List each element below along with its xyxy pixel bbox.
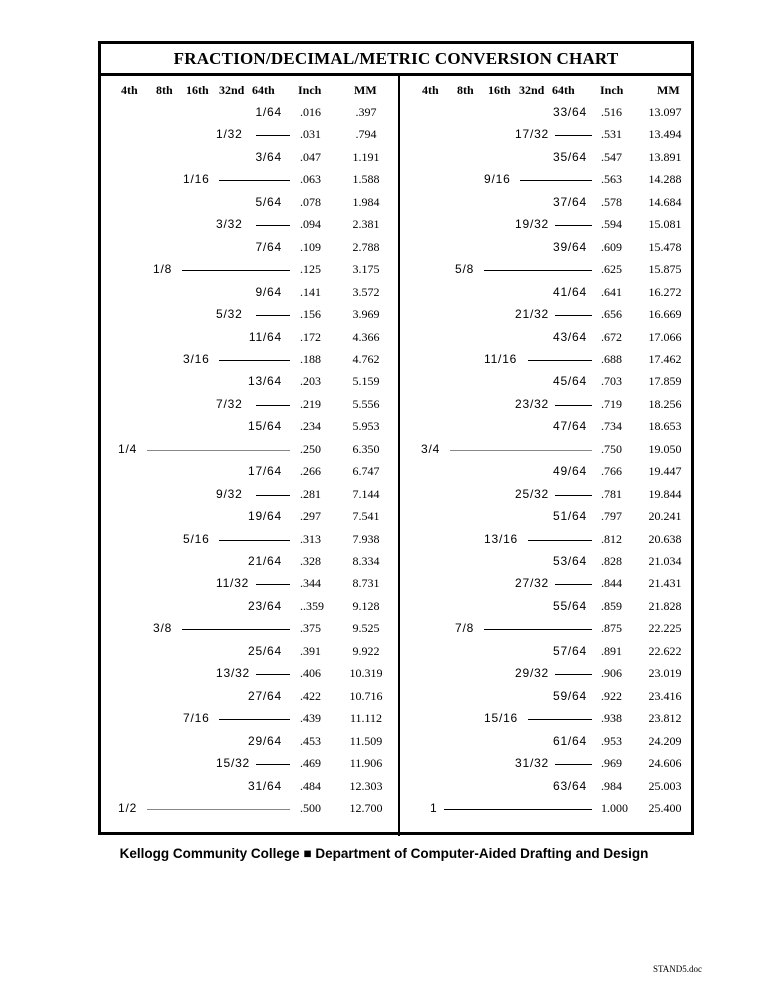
mm-value: .794: [355, 127, 377, 142]
mm-value: 13.097: [648, 105, 682, 119]
inch-value: .625: [601, 262, 622, 277]
inch-value: .406: [300, 666, 321, 681]
mm-value: 7.541: [352, 509, 380, 524]
leader-line: [528, 540, 592, 541]
mm-value: 25.003: [648, 778, 682, 793]
fraction-label: 33/64: [552, 105, 587, 119]
mm-value: 17.859: [648, 374, 682, 389]
fraction-label: 31/32: [515, 756, 550, 771]
inch-value: .125: [300, 262, 321, 277]
fraction-label: 61/64: [552, 733, 587, 748]
inch-value: .750: [601, 441, 622, 456]
leader-line: [256, 135, 290, 136]
fraction-label: 3/64: [255, 149, 282, 164]
leader-line: [147, 809, 290, 810]
inch-value: .063: [300, 172, 321, 187]
mm-value: 11.906: [349, 756, 383, 771]
mm-value: 13.891: [648, 149, 682, 164]
inch-value: .266: [300, 464, 321, 479]
inch-value: .109: [300, 239, 321, 254]
mm-value: 4.762: [352, 351, 380, 366]
mm-value: 23.812: [648, 711, 682, 726]
inch-value: .453: [300, 733, 321, 748]
mm-value: .397: [355, 105, 377, 119]
inch-value: .141: [300, 284, 321, 299]
mm-value: 19.844: [648, 486, 682, 501]
leader-line: [256, 674, 290, 675]
fraction-label: 5/16: [183, 531, 210, 546]
inch-value: 1.000: [601, 800, 628, 815]
leader-line: [555, 584, 592, 585]
inch-value: .078: [300, 194, 321, 209]
mm-value: 18.653: [648, 419, 682, 434]
fraction-label: 5/8: [455, 262, 475, 277]
column-header-left: Inch: [298, 83, 322, 97]
fraction-label: 51/64: [552, 509, 587, 524]
mm-value: 20.638: [648, 531, 682, 546]
mm-value: 5.953: [352, 419, 380, 434]
mm-value: 8.334: [352, 554, 380, 568]
inch-value: .391: [300, 643, 321, 658]
fraction-label: 41/64: [552, 284, 587, 299]
mm-value: 11.509: [349, 733, 383, 748]
fraction-label: 17/64: [247, 464, 282, 479]
leader-line: [256, 764, 290, 765]
fraction-label: 3/32: [216, 217, 243, 232]
mm-value: 5.556: [352, 396, 380, 411]
leader-line: [182, 270, 290, 271]
inch-value: .328: [300, 554, 321, 568]
leader-line: [256, 315, 290, 316]
inch-value: .719: [601, 396, 622, 411]
leader-line: [520, 180, 592, 181]
fraction-label: 19/32: [515, 217, 550, 232]
inch-value: .188: [300, 351, 321, 366]
fraction-label: 47/64: [552, 419, 587, 434]
inch-value: .469: [300, 756, 321, 771]
fraction-label: 11/16: [484, 351, 518, 366]
leader-line: [256, 225, 290, 226]
fraction-label: 15/64: [247, 419, 282, 434]
inch-value: .734: [601, 419, 622, 434]
mm-value: 11.112: [349, 711, 383, 726]
fraction-label: 29/32: [515, 666, 550, 681]
inch-value: .047: [300, 149, 321, 164]
mm-value: 5.159: [352, 374, 380, 389]
fraction-label: 23/32: [515, 396, 550, 411]
inch-value: .563: [601, 172, 622, 187]
inch-value: .859: [601, 598, 622, 613]
column-header-left: 16th: [186, 83, 209, 97]
leader-line: [528, 719, 592, 720]
fraction-label: 57/64: [552, 643, 587, 658]
fraction-label: 9/32: [216, 486, 243, 501]
column-header-right: 4th: [422, 83, 439, 97]
inch-value: .891: [601, 643, 622, 658]
mm-value: 1.588: [352, 172, 380, 187]
mm-value: 23.019: [648, 666, 682, 681]
column-header-right: MM: [657, 83, 680, 97]
inch-value: .828: [601, 554, 622, 568]
mm-value: 24.209: [648, 733, 682, 748]
mm-value: 10.716: [349, 688, 383, 703]
mm-value: 19.447: [648, 464, 682, 479]
fraction-label: 13/16: [484, 531, 519, 546]
mm-value: 16.272: [648, 284, 682, 299]
mm-value: 17.462: [648, 351, 682, 366]
inch-value: .516: [601, 105, 622, 119]
fraction-label: 35/64: [552, 149, 587, 164]
fraction-label: 7/8: [455, 621, 475, 636]
mm-value: 17.066: [648, 329, 682, 344]
fraction-label: 1/2: [118, 800, 138, 815]
inch-value: .313: [300, 531, 321, 546]
fraction-label: 1/16: [183, 172, 210, 187]
leader-line: [555, 674, 592, 675]
fraction-label: 49/64: [552, 464, 587, 479]
fraction-label: 7/16: [183, 711, 210, 726]
inch-value: .781: [601, 486, 622, 501]
inch-value: .906: [601, 666, 622, 681]
fraction-label: 9/16: [484, 172, 511, 187]
column-header-left: MM: [354, 83, 377, 97]
fraction-label: 1/4: [118, 441, 138, 456]
mm-value: 6.747: [352, 464, 380, 479]
leader-line: [256, 405, 290, 406]
leader-line: [219, 360, 290, 361]
leader-line: [555, 764, 592, 765]
inch-value: .844: [601, 576, 622, 591]
mm-value: 15.478: [648, 239, 682, 254]
fraction-label: 13/32: [216, 666, 251, 681]
leader-line: [555, 495, 592, 496]
inch-value: .172: [300, 329, 321, 344]
inch-value: .984: [601, 778, 622, 793]
fraction-label: 3/8: [153, 621, 173, 636]
mm-value: 9.128: [352, 598, 380, 613]
document-filename: STAND5.doc: [652, 964, 702, 974]
fraction-label: 21/32: [515, 307, 550, 322]
fraction-label: 37/64: [552, 194, 587, 209]
leader-line: [182, 629, 290, 630]
mm-value: 7.938: [352, 531, 380, 546]
inch-value: .688: [601, 351, 622, 366]
leader-line: [528, 360, 592, 361]
leader-line: [555, 135, 592, 136]
fraction-label: 31/64: [247, 778, 282, 793]
mm-value: 13.494: [648, 127, 682, 142]
column-header-left: 4th: [121, 83, 138, 97]
inch-value: .812: [601, 531, 622, 546]
mm-value: 14.288: [648, 172, 682, 187]
fraction-label: 1/8: [153, 262, 173, 277]
inch-value: .156: [300, 307, 321, 322]
mm-value: 7.144: [352, 486, 380, 501]
inch-value: ..359: [300, 598, 324, 613]
inch-value: .031: [300, 127, 321, 142]
fraction-label: 7/64: [255, 239, 282, 254]
leader-line: [219, 540, 290, 541]
inch-value: .547: [601, 149, 622, 164]
fraction-label: 53/64: [552, 554, 587, 568]
fraction-label: 17/32: [515, 127, 550, 142]
inch-value: .422: [300, 688, 321, 703]
inch-value: .484: [300, 778, 321, 793]
inch-value: .219: [300, 396, 321, 411]
column-divider: [398, 76, 400, 836]
inch-value: .609: [601, 239, 622, 254]
inch-value: .703: [601, 374, 622, 389]
inch-value: .969: [601, 756, 622, 771]
mm-value: 21.828: [648, 598, 682, 613]
fraction-label: 63/64: [552, 778, 587, 793]
leader-line: [555, 315, 592, 316]
fraction-label: 3/16: [183, 351, 210, 366]
leader-line: [256, 495, 290, 496]
mm-value: 18.256: [648, 396, 682, 411]
mm-value: 22.622: [648, 643, 682, 658]
footer-credit: Kellogg Community College ■ Department of Computer-Aided Drafting and Design: [119, 846, 649, 861]
inch-value: .500: [300, 800, 321, 815]
inch-value: .922: [601, 688, 622, 703]
mm-value: 1.984: [352, 194, 380, 209]
inch-value: .375: [300, 621, 321, 636]
fraction-label: 13/64: [247, 374, 282, 389]
fraction-label: 5/32: [216, 307, 243, 322]
mm-value: 21.431: [648, 576, 682, 591]
mm-value: 9.922: [352, 643, 380, 658]
fraction-label: 15/32: [216, 756, 251, 771]
leader-line: [444, 809, 592, 810]
column-header-left: 8th: [156, 83, 173, 97]
mm-value: 24.606: [648, 756, 682, 771]
leader-line: [555, 225, 592, 226]
fraction-label: 25/32: [515, 486, 550, 501]
mm-value: 9.525: [352, 621, 380, 636]
column-header-right: 16th: [488, 83, 511, 97]
fraction-label: 11/32: [216, 576, 250, 591]
mm-value: 22.225: [648, 621, 682, 636]
mm-value: 2.788: [352, 239, 380, 254]
fraction-label: 43/64: [552, 329, 587, 344]
mm-value: 19.050: [648, 441, 682, 456]
leader-line: [219, 180, 290, 181]
fraction-label: 27/64: [247, 688, 282, 703]
inch-value: .016: [300, 105, 321, 119]
inch-value: .439: [300, 711, 321, 726]
chart-title: FRACTION/DECIMAL/METRIC CONVERSION CHART: [101, 44, 691, 76]
column-header-left: 32nd: [219, 83, 245, 97]
fraction-label: 21/64: [247, 554, 282, 568]
inch-value: .594: [601, 217, 622, 232]
inch-value: .531: [601, 127, 622, 142]
inch-value: .234: [300, 419, 321, 434]
mm-value: 20.241: [648, 509, 682, 524]
mm-value: 21.034: [648, 554, 682, 568]
column-header-left: 64th: [252, 83, 275, 97]
mm-value: 1.191: [352, 149, 380, 164]
leader-line: [450, 450, 592, 451]
fraction-label: 1/32: [216, 127, 243, 142]
fraction-label: 7/32: [216, 396, 243, 411]
inch-value: .656: [601, 307, 622, 322]
column-header-right: Inch: [600, 83, 624, 97]
fraction-label: 1/64: [255, 105, 282, 119]
fraction-label: 39/64: [552, 239, 587, 254]
mm-value: 23.416: [648, 688, 682, 703]
fraction-label: 27/32: [515, 576, 550, 591]
mm-value: 12.303: [349, 778, 383, 793]
inch-value: .094: [300, 217, 321, 232]
inch-value: .281: [300, 486, 321, 501]
mm-value: 3.175: [352, 262, 380, 277]
inch-value: .938: [601, 711, 622, 726]
inch-value: .344: [300, 576, 321, 591]
inch-value: .797: [601, 509, 622, 524]
inch-value: .641: [601, 284, 622, 299]
leader-line: [555, 405, 592, 406]
leader-line: [219, 719, 290, 720]
fraction-label: 19/64: [247, 509, 282, 524]
fraction-label: 1: [430, 800, 438, 815]
fraction-label: 9/64: [255, 284, 282, 299]
inch-value: .203: [300, 374, 321, 389]
mm-value: 12.700: [349, 800, 383, 815]
fraction-label: 15/16: [484, 711, 519, 726]
column-header-right: 32nd: [519, 83, 545, 97]
leader-line: [484, 270, 592, 271]
inch-value: .672: [601, 329, 622, 344]
leader-line: [484, 629, 592, 630]
mm-value: 3.969: [352, 307, 380, 322]
mm-value: 16.669: [648, 307, 682, 322]
column-header-right: 8th: [457, 83, 474, 97]
fraction-label: 25/64: [247, 643, 282, 658]
fraction-label: 55/64: [552, 598, 587, 613]
fraction-label: 59/64: [552, 688, 587, 703]
inch-value: .250: [300, 441, 321, 456]
inch-value: .875: [601, 621, 622, 636]
mm-value: 8.731: [352, 576, 380, 591]
mm-value: 25.400: [648, 800, 682, 815]
column-header-right: 64th: [552, 83, 575, 97]
mm-value: 4.366: [352, 329, 380, 344]
inch-value: .297: [300, 509, 321, 524]
inch-value: .766: [601, 464, 622, 479]
fraction-label: 45/64: [552, 374, 587, 389]
mm-value: 10.319: [349, 666, 383, 681]
fraction-label: 29/64: [247, 733, 282, 748]
mm-value: 6.350: [352, 441, 380, 456]
leader-line: [147, 450, 290, 451]
leader-line: [256, 584, 290, 585]
mm-value: 2.381: [352, 217, 380, 232]
fraction-label: 5/64: [255, 194, 282, 209]
inch-value: .953: [601, 733, 622, 748]
inch-value: .578: [601, 194, 622, 209]
mm-value: 15.875: [648, 262, 682, 277]
fraction-label: 23/64: [247, 598, 282, 613]
mm-value: 15.081: [648, 217, 682, 232]
fraction-label: 11/64: [248, 329, 282, 344]
mm-value: 3.572: [352, 284, 380, 299]
mm-value: 14.684: [648, 194, 682, 209]
fraction-label: 3/4: [421, 441, 441, 456]
